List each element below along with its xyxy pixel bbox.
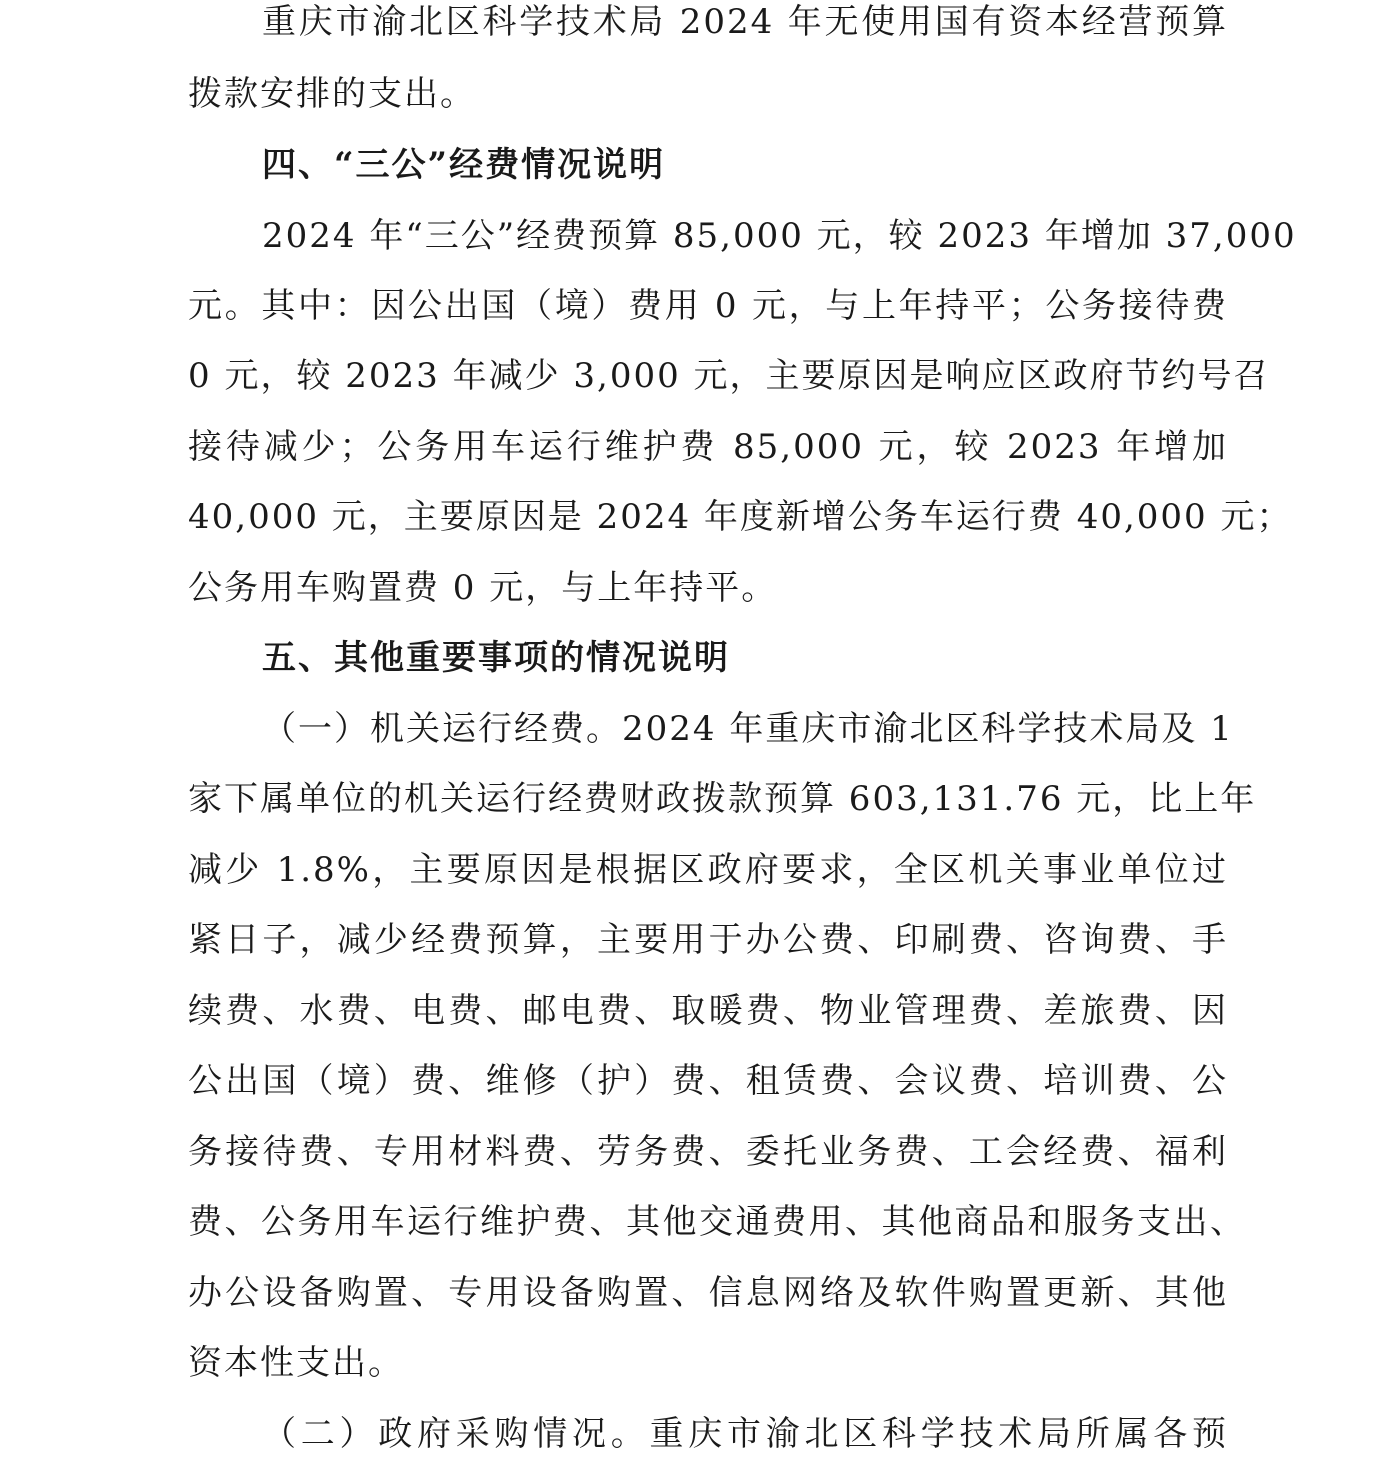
paragraph-line: （二）政府采购情况。重庆市渝北区科学技术局所属各预 — [262, 1414, 1228, 1454]
paragraph-line: 费、公务用车运行维护费、其他交通费用、其他商品和服务支出、 — [188, 1202, 1246, 1242]
paragraph-line: 紧日子，减少经费预算，主要用于办公费、印刷费、咨询费、手 — [188, 920, 1228, 960]
paragraph-line: 续费、水费、电费、邮电费、取暖费、物业管理费、差旅费、因 — [188, 991, 1228, 1031]
paragraph-line: 家下属单位的机关运行经费财政拨款预算 603,131.76 元，比上年 — [188, 779, 1257, 819]
paragraph-line: 公出国（境）费、维修（护）费、租赁费、会议费、培训费、公 — [188, 1061, 1228, 1101]
paragraph-line: 0 元，较 2023 年减少 3,000 元，主要原因是响应区政府节约号召 — [188, 356, 1270, 396]
paragraph-line: 接待减少；公务用车运行维护费 85,000 元，较 2023 年增加 — [188, 427, 1228, 467]
paragraph-line: 减少 1.8%，主要原因是根据区政府要求，全区机关事业单位过 — [188, 850, 1228, 890]
paragraph-line: 务接待费、专用材料费、劳务费、委托业务费、工会经费、福利 — [188, 1132, 1228, 1172]
paragraph-line: 办公设备购置、专用设备购置、信息网络及软件购置更新、其他 — [188, 1273, 1228, 1313]
paragraph-line: 40,000 元，主要原因是 2024 年度新增公务车运行费 40,000 元； — [188, 497, 1293, 537]
section-heading-other-matters: 五、其他重要事项的情况说明 — [262, 638, 730, 678]
paragraph-line: 资本性支出。 — [188, 1343, 404, 1383]
paragraph-line: 重庆市渝北区科学技术局 2024 年无使用国有资本经营预算 — [262, 2, 1228, 42]
paragraph-line: 公务用车购置费 0 元，与上年持平。 — [188, 568, 778, 608]
section-heading-sangong: 四、“三公”经费情况说明 — [262, 145, 666, 185]
paragraph-line: （一）机关运行经费。2024 年重庆市渝北区科学技术局及 1 — [262, 709, 1234, 749]
paragraph-line: 拨款安排的支出。 — [188, 74, 476, 114]
paragraph-line: 元。其中：因公出国（境）费用 0 元，与上年持平；公务接待费 — [188, 286, 1228, 326]
paragraph-line: 2024 年“三公”经费预算 85,000 元，较 2023 年增加 37,000 — [262, 216, 1297, 256]
